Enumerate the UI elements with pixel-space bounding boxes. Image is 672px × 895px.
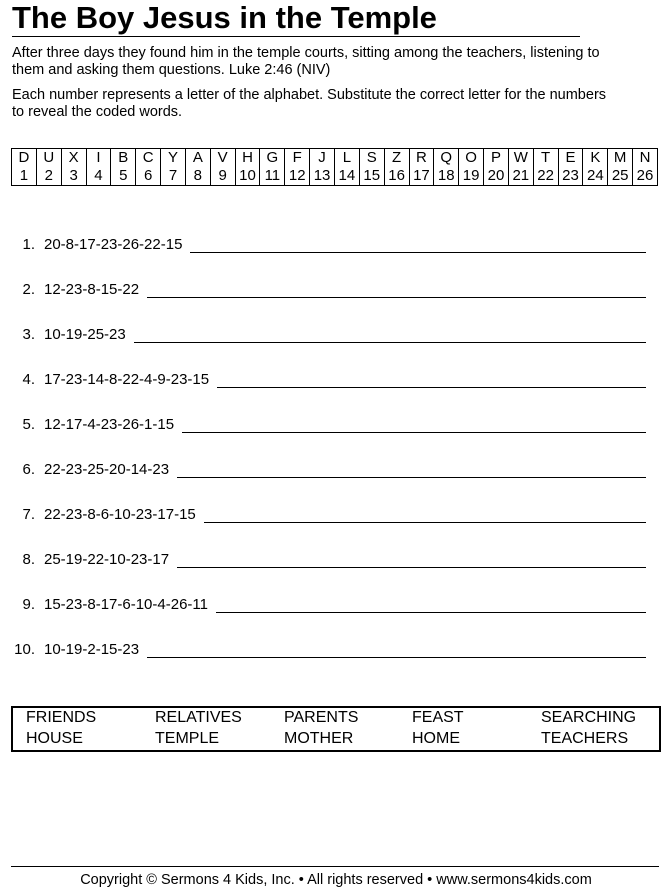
puzzle-code: 25-19-22-10-23-17 [44, 551, 170, 568]
page-title: The Boy Jesus in the Temple [12, 0, 580, 37]
cipher-letter: C [136, 149, 161, 168]
puzzle-code: 12-17-4-23-26-1-15 [44, 416, 175, 433]
cipher-number: 3 [61, 167, 86, 186]
puzzle-number: 1. [22, 236, 35, 253]
cipher-letter: R [409, 149, 434, 168]
answer-blank[interactable] [190, 252, 646, 253]
cipher-key-table [11, 148, 658, 186]
puzzle-number: 2. [22, 281, 35, 298]
cipher-number: 1 [12, 167, 37, 186]
answer-blank[interactable] [134, 342, 646, 343]
puzzle-number: 5. [22, 416, 35, 433]
puzzle-code: 10-19-2-15-23 [44, 641, 140, 658]
cipher-letter: U [36, 149, 61, 168]
cipher-letter: O [459, 149, 484, 168]
cipher-number: 19 [459, 167, 484, 186]
cipher-number: 10 [235, 167, 260, 186]
cipher-number: 14 [334, 167, 359, 186]
puzzle-code: 12-23-8-15-22 [44, 281, 140, 298]
cipher-number: 22 [533, 167, 558, 186]
puzzle-item-3 [10, 322, 646, 344]
footer-divider [11, 866, 659, 867]
puzzle-item-1 [10, 232, 646, 254]
puzzle-item-10 [10, 637, 646, 659]
answer-blank[interactable] [217, 387, 646, 388]
cipher-letter: I [86, 149, 111, 168]
puzzle-number: 6. [22, 461, 35, 478]
word-bank-item: HOUSE [26, 730, 83, 747]
cipher-number: 13 [310, 167, 335, 186]
word-bank-item: FEAST [412, 709, 464, 726]
cipher-letter: F [285, 149, 310, 168]
puzzle-code: 22-23-8-6-10-23-17-15 [44, 506, 196, 523]
cipher-letter: L [334, 149, 359, 168]
cipher-numbers-row [12, 167, 658, 186]
cipher-number: 12 [285, 167, 310, 186]
cipher-number: 15 [359, 167, 384, 186]
cipher-letter: A [185, 149, 210, 168]
puzzle-number: 10. [14, 641, 35, 658]
footer-copyright: Copyright © Sermons 4 Kids, Inc. • All rights reserved • www.sermons4kids.com [80, 872, 592, 888]
puzzle-item-6 [10, 457, 646, 479]
cipher-letter: Z [384, 149, 409, 168]
cipher-number: 25 [608, 167, 633, 186]
puzzle-number: 8. [22, 551, 35, 568]
cipher-number: 18 [434, 167, 459, 186]
cipher-number: 2 [36, 167, 61, 186]
answer-blank[interactable] [147, 297, 646, 298]
cipher-number: 5 [111, 167, 136, 186]
cipher-number: 23 [558, 167, 583, 186]
verse-text: After three days they found him in the temple courts, sitting among the teachers, listening to them and asking them questions. Luke 2:46 (NIV) [12, 45, 600, 78]
puzzle-item-2 [10, 277, 646, 299]
word-bank-item: MOTHER [284, 730, 354, 747]
cipher-letter: P [484, 149, 509, 168]
puzzle-code: 20-8-17-23-26-22-15 [44, 236, 183, 253]
answer-blank[interactable] [177, 567, 646, 568]
cipher-number: 9 [210, 167, 235, 186]
cipher-letter: N [633, 149, 658, 168]
cipher-letter: G [260, 149, 285, 168]
puzzle-number: 9. [22, 596, 35, 613]
word-bank-item: RELATIVES [155, 709, 242, 726]
cipher-number: 26 [633, 167, 658, 186]
answer-blank[interactable] [204, 522, 646, 523]
cipher-number: 4 [86, 167, 111, 186]
cipher-letter: E [558, 149, 583, 168]
cipher-letter: V [210, 149, 235, 168]
cipher-letter: H [235, 149, 260, 168]
cipher-number: 20 [484, 167, 509, 186]
cipher-letter: Q [434, 149, 459, 168]
cipher-letter: X [61, 149, 86, 168]
puzzle-item-4 [10, 367, 646, 389]
word-bank-item: TEACHERS [541, 730, 629, 747]
puzzle-code: 22-23-25-20-14-23 [44, 461, 170, 478]
cipher-letter: K [583, 149, 608, 168]
answer-blank[interactable] [182, 432, 646, 433]
puzzle-number: 3. [22, 326, 35, 343]
cipher-letters-row [12, 149, 658, 168]
cipher-number: 7 [161, 167, 186, 186]
answer-blank[interactable] [177, 477, 646, 478]
answer-blank[interactable] [216, 612, 646, 613]
cipher-number: 6 [136, 167, 161, 186]
puzzle-item-8 [10, 547, 646, 569]
cipher-letter: J [310, 149, 335, 168]
puzzle-item-5 [10, 412, 646, 434]
cipher-number: 8 [185, 167, 210, 186]
word-bank-item: SEARCHING [541, 709, 637, 726]
word-bank-item: PARENTS [284, 709, 359, 726]
cipher-letter: W [508, 149, 533, 168]
puzzle-number: 7. [22, 506, 35, 523]
instructions-text: Each number represents a letter of the alphabet. Substitute the correct letter for the numbers to reveal the coded words. [12, 87, 607, 120]
cipher-letter: T [533, 149, 558, 168]
cipher-number: 17 [409, 167, 434, 186]
cipher-letter: Y [161, 149, 186, 168]
puzzle-code: 15-23-8-17-6-10-4-26-11 [44, 596, 208, 613]
cipher-number: 21 [508, 167, 533, 186]
cipher-letter: M [608, 149, 633, 168]
puzzle-code: 10-19-25-23 [44, 326, 126, 343]
answer-blank[interactable] [147, 657, 646, 658]
word-bank-item: TEMPLE [155, 730, 220, 747]
word-bank-item: FRIENDS [26, 709, 97, 726]
cipher-number: 24 [583, 167, 608, 186]
cipher-letter: D [12, 149, 37, 168]
cipher-number: 16 [384, 167, 409, 186]
cipher-letter: B [111, 149, 136, 168]
puzzle-number: 4. [22, 371, 35, 388]
puzzle-item-7 [10, 502, 646, 524]
cipher-number: 11 [260, 167, 285, 186]
word-bank-item: HOME [412, 730, 460, 747]
cipher-letter: S [359, 149, 384, 168]
puzzle-code: 17-23-14-8-22-4-9-23-15 [44, 371, 210, 388]
word-bank [11, 706, 661, 752]
puzzle-item-9 [10, 592, 646, 614]
